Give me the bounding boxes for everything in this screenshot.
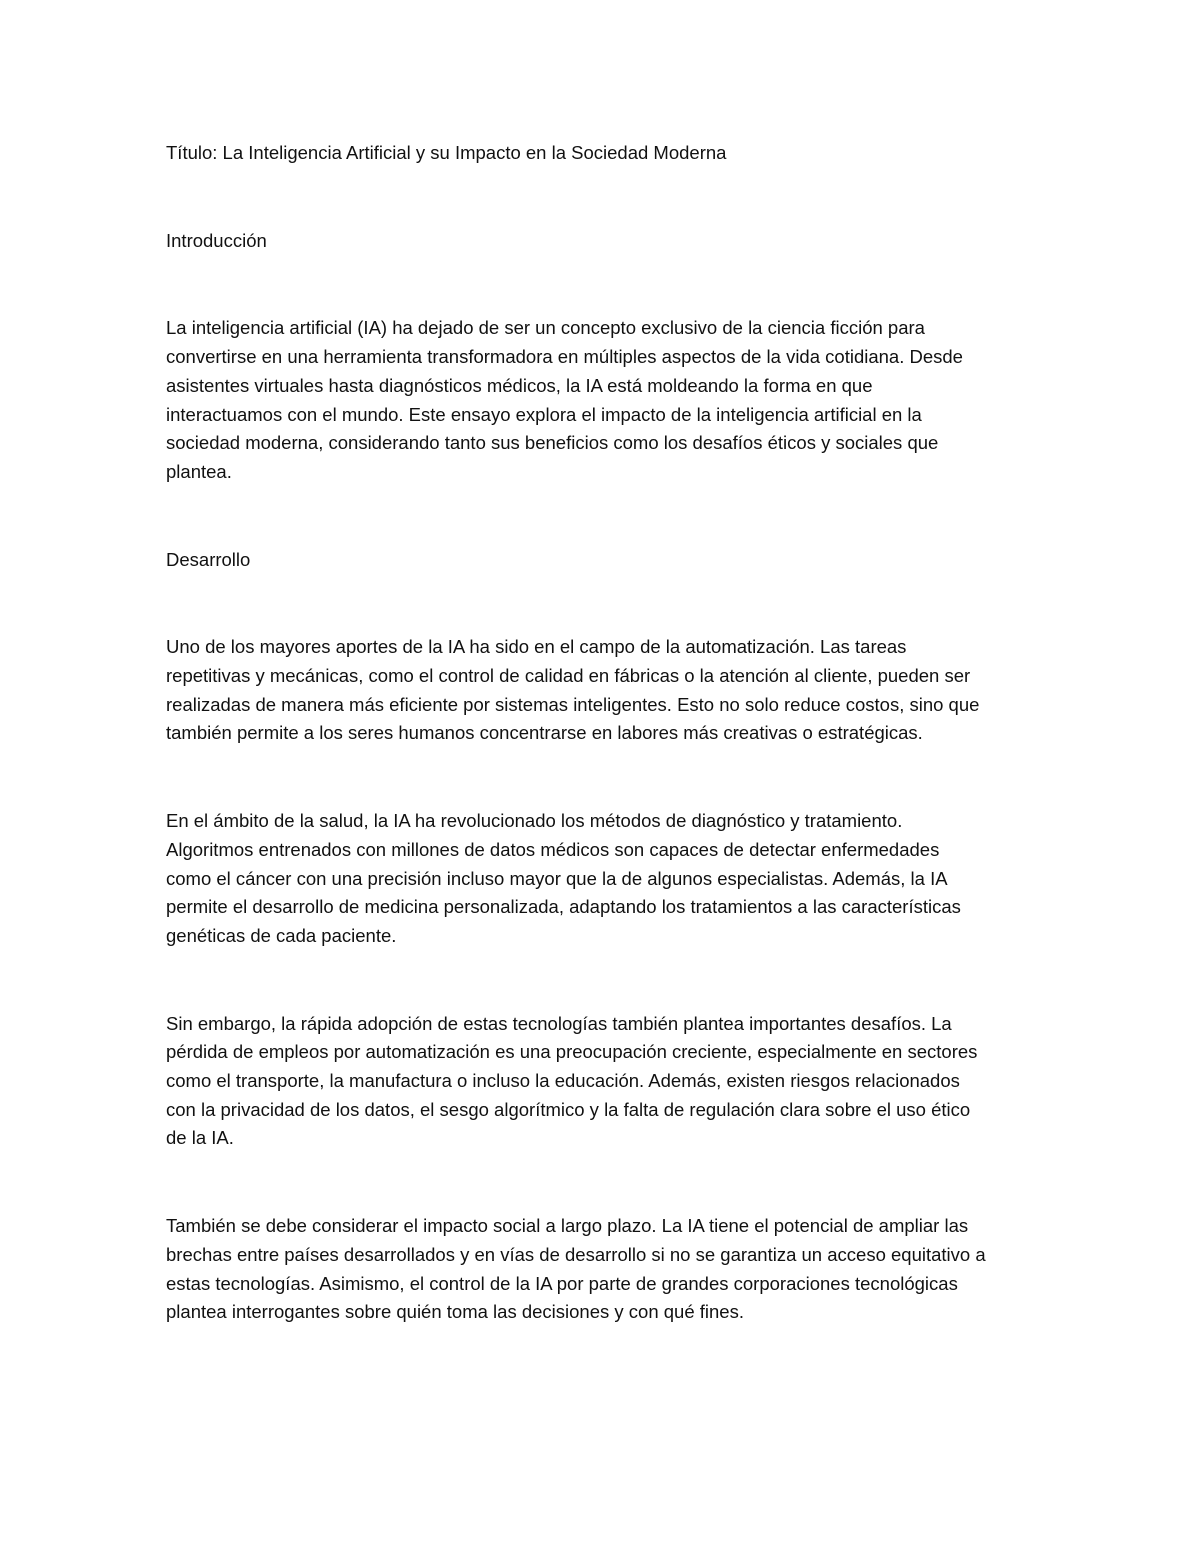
paragraph-line: interactuamos con el mundo. Este ensayo explora el impacto de la inteligencia artificial en la [166,403,922,425]
paragraph-line: estas tecnologías. Asimismo, el control de la IA por parte de grandes corporaciones tecnológicas [166,1272,958,1294]
paragraph-line: plantea interrogantes sobre quién toma las decisiones y con qué fines. [166,1301,744,1323]
paragraph-line: permite el desarrollo de medicina personalizada, adaptando los tratamientos a las características [166,896,961,918]
paragraph-line: con la privacidad de los datos, el sesgo algorítmico y la falta de regulación clara sobre el uso ético [166,1098,971,1120]
paragraph-line: repetitivas y mecánicas, como el control de calidad en fábricas o la atención al cliente, pueden ser [166,665,971,687]
intro-paragraph [166,314,1066,486]
paragraph-line: sociedad moderna, considerando tanto sus beneficios como los desafíos éticos y sociales que [166,432,939,454]
paragraph-line: plantea. [166,460,232,482]
paragraph-line: asistentes virtuales hasta diagnósticos médicos, la IA está moldeando la forma en que [166,374,873,396]
paragraph-line: La inteligencia artificial (IA) ha dejado de ser un concepto exclusivo de la ciencia ficción para [166,317,925,339]
paragraph-line: Sin embargo, la rápida adopción de estas tecnologías también plantea importantes desafíos. La [166,1012,952,1034]
paragraph-line: también permite a los seres humanos concentrarse en labores más creativas o estratégicas. [166,722,923,744]
paragraph-line: brechas entre países desarrollados y en vías de desarrollo si no se garantiza un acceso equitativo a [166,1243,986,1265]
development-paragraph-4 [166,1212,1066,1327]
development-paragraph-2 [166,807,1066,951]
paragraph-line: genéticas de cada paciente. [166,924,397,946]
paragraph-line: de la IA. [166,1127,234,1149]
paragraph-line: realizadas de manera más eficiente por sistemas inteligentes. Esto no solo reduce costos, sino que [166,693,980,715]
intro-heading: Introducción [166,229,267,251]
paragraph-line: como el transporte, la manufactura o incluso la educación. Además, existen riesgos relacionados [166,1070,960,1092]
development-heading: Desarrollo [166,548,251,570]
paragraph-line: convertirse en una herramienta transformadora en múltiples aspectos de la vida cotidiana. Desde [166,346,963,368]
document-title: Título: La Inteligencia Artificial y su Impacto en la Sociedad Moderna [166,142,727,163]
paragraph-line: También se debe considerar el impacto social a largo plazo. La IA tiene el potencial de ampliar las [166,1215,969,1237]
document-body [166,139,1066,1386]
paragraph-line: como el cáncer con una precisión incluso mayor que la de algunos especialistas. Además, la IA [166,867,948,889]
paragraph-line: Uno de los mayores aportes de la IA ha sido en el campo de la automatización. Las tareas [166,636,907,658]
paragraph-line: pérdida de empleos por automatización es una preocupación creciente, especialmente en sectores [166,1041,978,1063]
paragraph-line: Algoritmos entrenados con millones de datos médicos son capaces de detectar enfermedades [166,838,940,860]
development-paragraph-1 [166,633,1066,748]
paragraph-line: En el ámbito de la salud, la IA ha revolucionado los métodos de diagnóstico y tratamiento. [166,810,903,832]
development-paragraph-3 [166,1010,1066,1154]
